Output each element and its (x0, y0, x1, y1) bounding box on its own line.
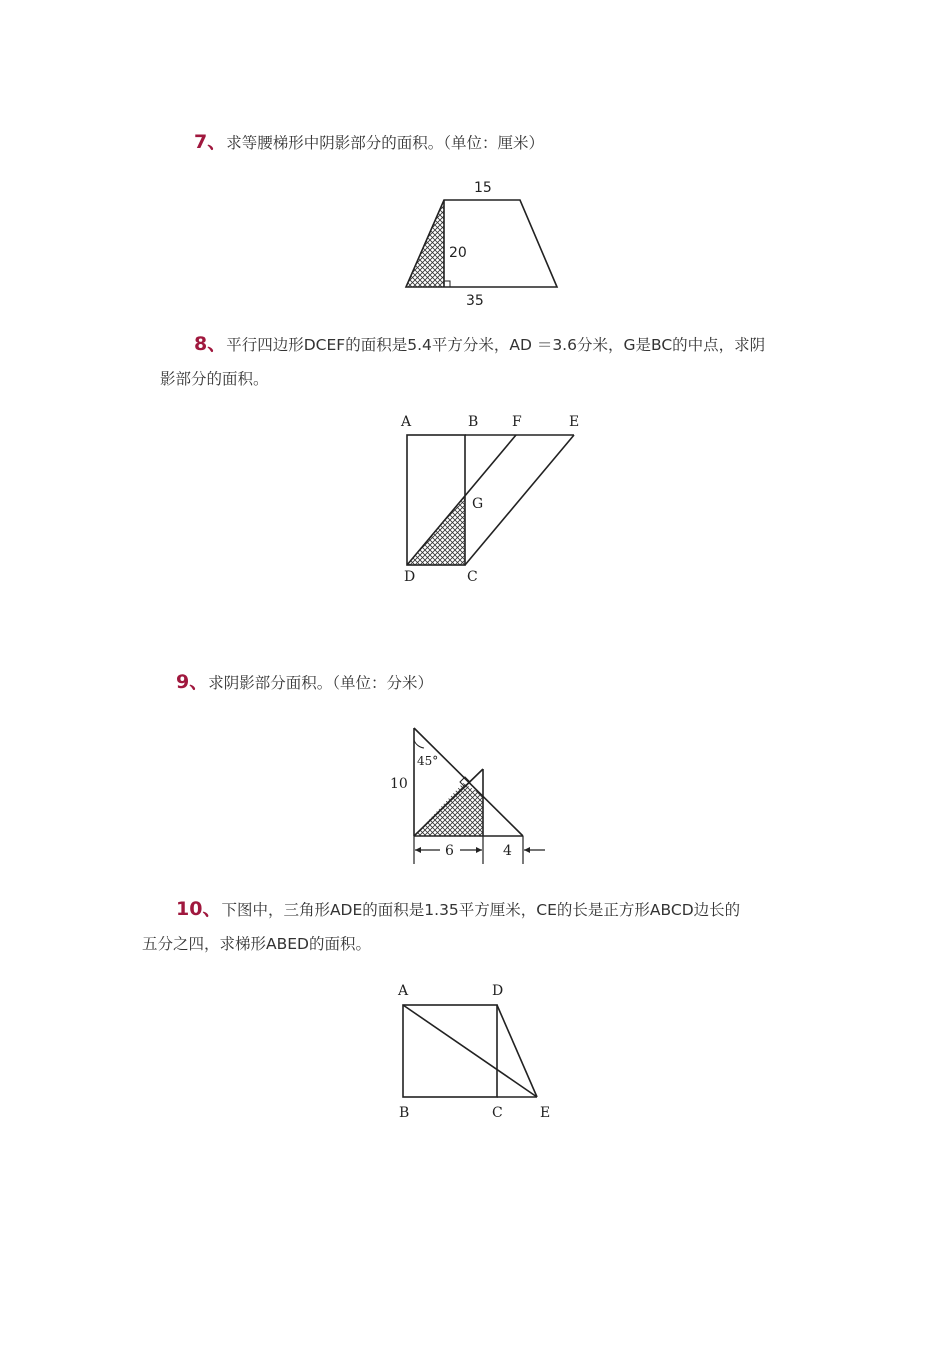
label-B: B (399, 1105, 410, 1121)
label-E: E (569, 414, 580, 430)
question-text-line1: 下图中，三角形ADE的面积是1.35平方厘米，CE的长是正方形ABCD边长的 (221, 901, 741, 919)
question-number: 7、 (194, 131, 227, 153)
label-F: F (512, 414, 522, 430)
label-E: E (540, 1105, 551, 1121)
question-number: 10、 (176, 898, 222, 920)
label-4: 4 (503, 843, 512, 859)
question-text-line1: 平行四边形DCEF的面积是5.4平方分米，AD ＝3.6分米，G是BC的中点，求阴 (226, 336, 766, 354)
label-D: D (492, 983, 504, 999)
question-text: 求等腰梯形中阴影部分的面积。（单位：厘米） (226, 134, 544, 152)
question-number: 9、 (176, 671, 209, 693)
label-A: A (398, 983, 409, 999)
label-angle: 45° (417, 754, 439, 768)
question-number: 8、 (194, 333, 227, 355)
square-ABCD (403, 1005, 497, 1097)
label-G: G (472, 496, 484, 512)
label-10: 10 (390, 776, 408, 792)
label-C: C (467, 569, 478, 585)
label-top: 15 (474, 180, 492, 196)
label-A: A (401, 414, 412, 430)
question-text-line2: 五分之四，求梯形ABED的面积。 (142, 935, 371, 953)
question-text: 求阴影部分面积。（单位：分米） (208, 674, 433, 692)
label-height: 20 (449, 245, 467, 261)
question-text-line2: 影部分的面积。 (160, 370, 269, 388)
label-6: 6 (445, 843, 454, 859)
label-D: D (404, 569, 416, 585)
label-bottom: 35 (466, 293, 484, 309)
label-C: C (492, 1105, 503, 1121)
label-B: B (468, 414, 479, 430)
